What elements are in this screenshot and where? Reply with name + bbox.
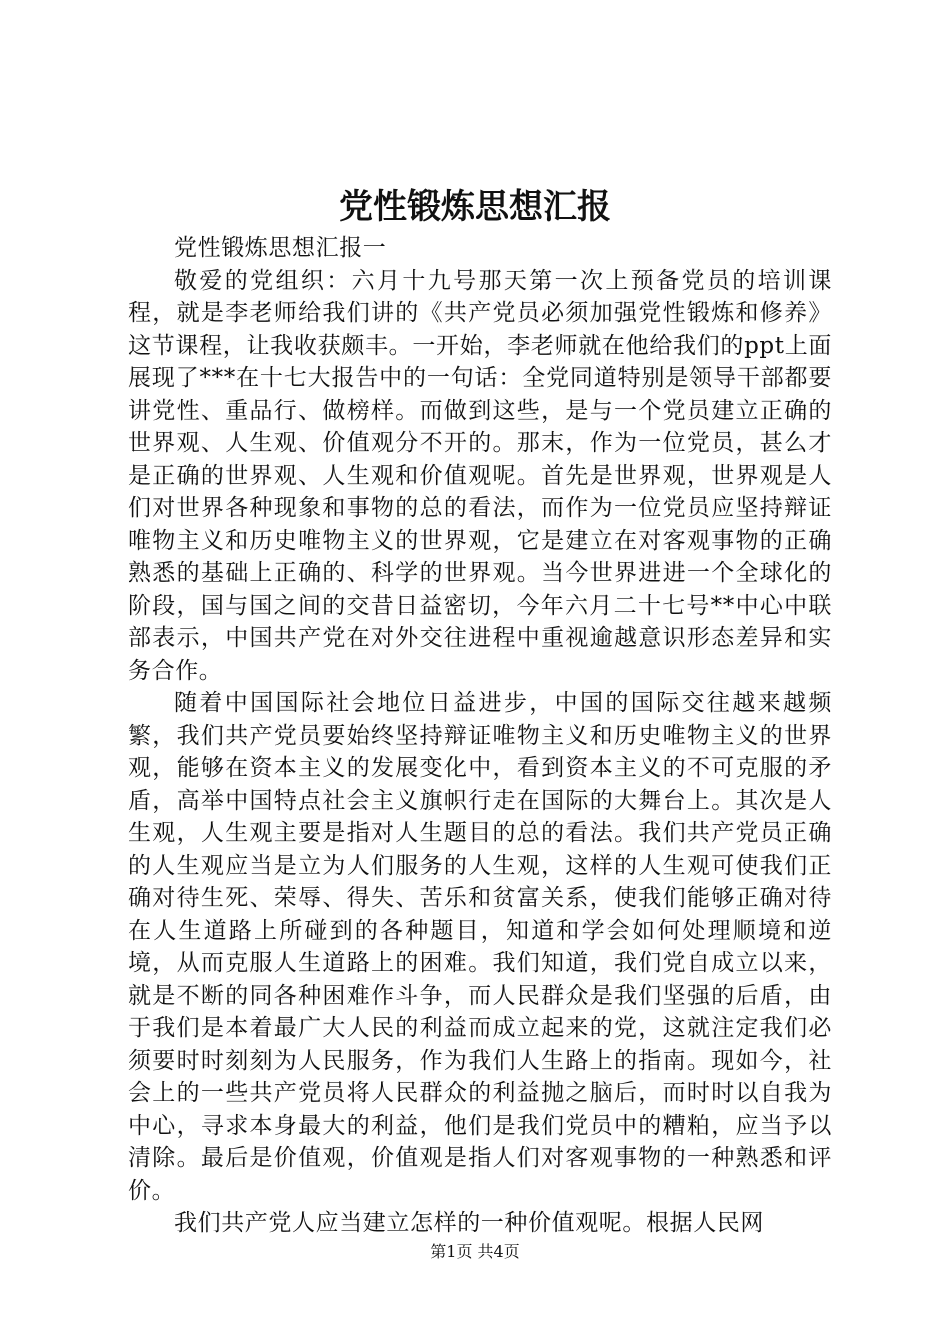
body-paragraph-2: 随着中国国际社会地位日益进步，中国的国际交往越来越频繁，我们共产党员要始终坚持辩证唯物主义和历史唯物主义的世界观，能够在资本主义的发展变化中，看到资本主义的不可克服的矛盾，高举中国特点社会主义旗帜行走在国际的大舞台上。其次是人生观，人生观主要是指对人生题目的总的看法。我们共产党员正确的人生观应当是立为人们服务的人生观，这样的人生观可使我们正确对待生死、荣辱、得失、苦乐和贫富关系，使我们能够正确对待在人生道路上所碰到的各种题目，知道和学会如何处理顺境和逆境，从而克服人生道路上的困难。我们知道，我们党自成立以来，就是不断的同各种困难作斗争，而人民群众是我们坚强的后盾，由于我们是本着最广大人民的利益而成立起来的党，这就注定我们必须要时时刻刻为人民服务，作为我们人生路上的指南。现如今，社会上的一些共产党员将人民群众的利益抛之脑后，而时时以自我为中心，寻求本身最大的利益，他们是我们党员中的糟粕，应当予以清除。最后是价值观，价值观是指人们对客观事物的一种熟悉和评价。 [128,690,832,1204]
body-paragraph-3: 我们共产党人应当建立怎样的一种价值观呢。根据人民网 [174,1210,764,1236]
document-title: 党性锻炼思想汇报 [339,187,611,227]
section-heading: 党性锻炼思想汇报一 [174,235,387,261]
page-footer: 第1页 共4页 [430,1242,520,1261]
document-body [128,232,832,1240]
body-paragraph-1: 敬爱的党组织：六月十九号那天第一次上预备党员的培训课程，就是李老师给我们讲的《共产党员必须加强党性锻炼和修养》这节课程，让我收获颇丰。一开始，李老师就在他给我们的ppt上面展现了***在十七大报告中的一句话：全党同道特别是领导干部都要讲党性、重品行、做榜样。而做到这些，是与一个党员建立正确的世界观、人生观、价值观分不开的。那末，作为一位党员，甚么才是正确的世界观、人生观和价值观呢。首先是世界观，世界观是人们对世界各种现象和事物的总的看法，而作为一位党员应坚持辩证唯物主义和历史唯物主义的世界观，它是建立在对客观事物的正确熟悉的基础上正确的、科学的世界观。当今世界进进一个全球化的阶段，国与国之间的交昔日益密切，今年六月二十七号**中心中联部表示，中国共产党在对外交往进程中重视逾越意识形态差异和实务合作。 [128,267,832,684]
